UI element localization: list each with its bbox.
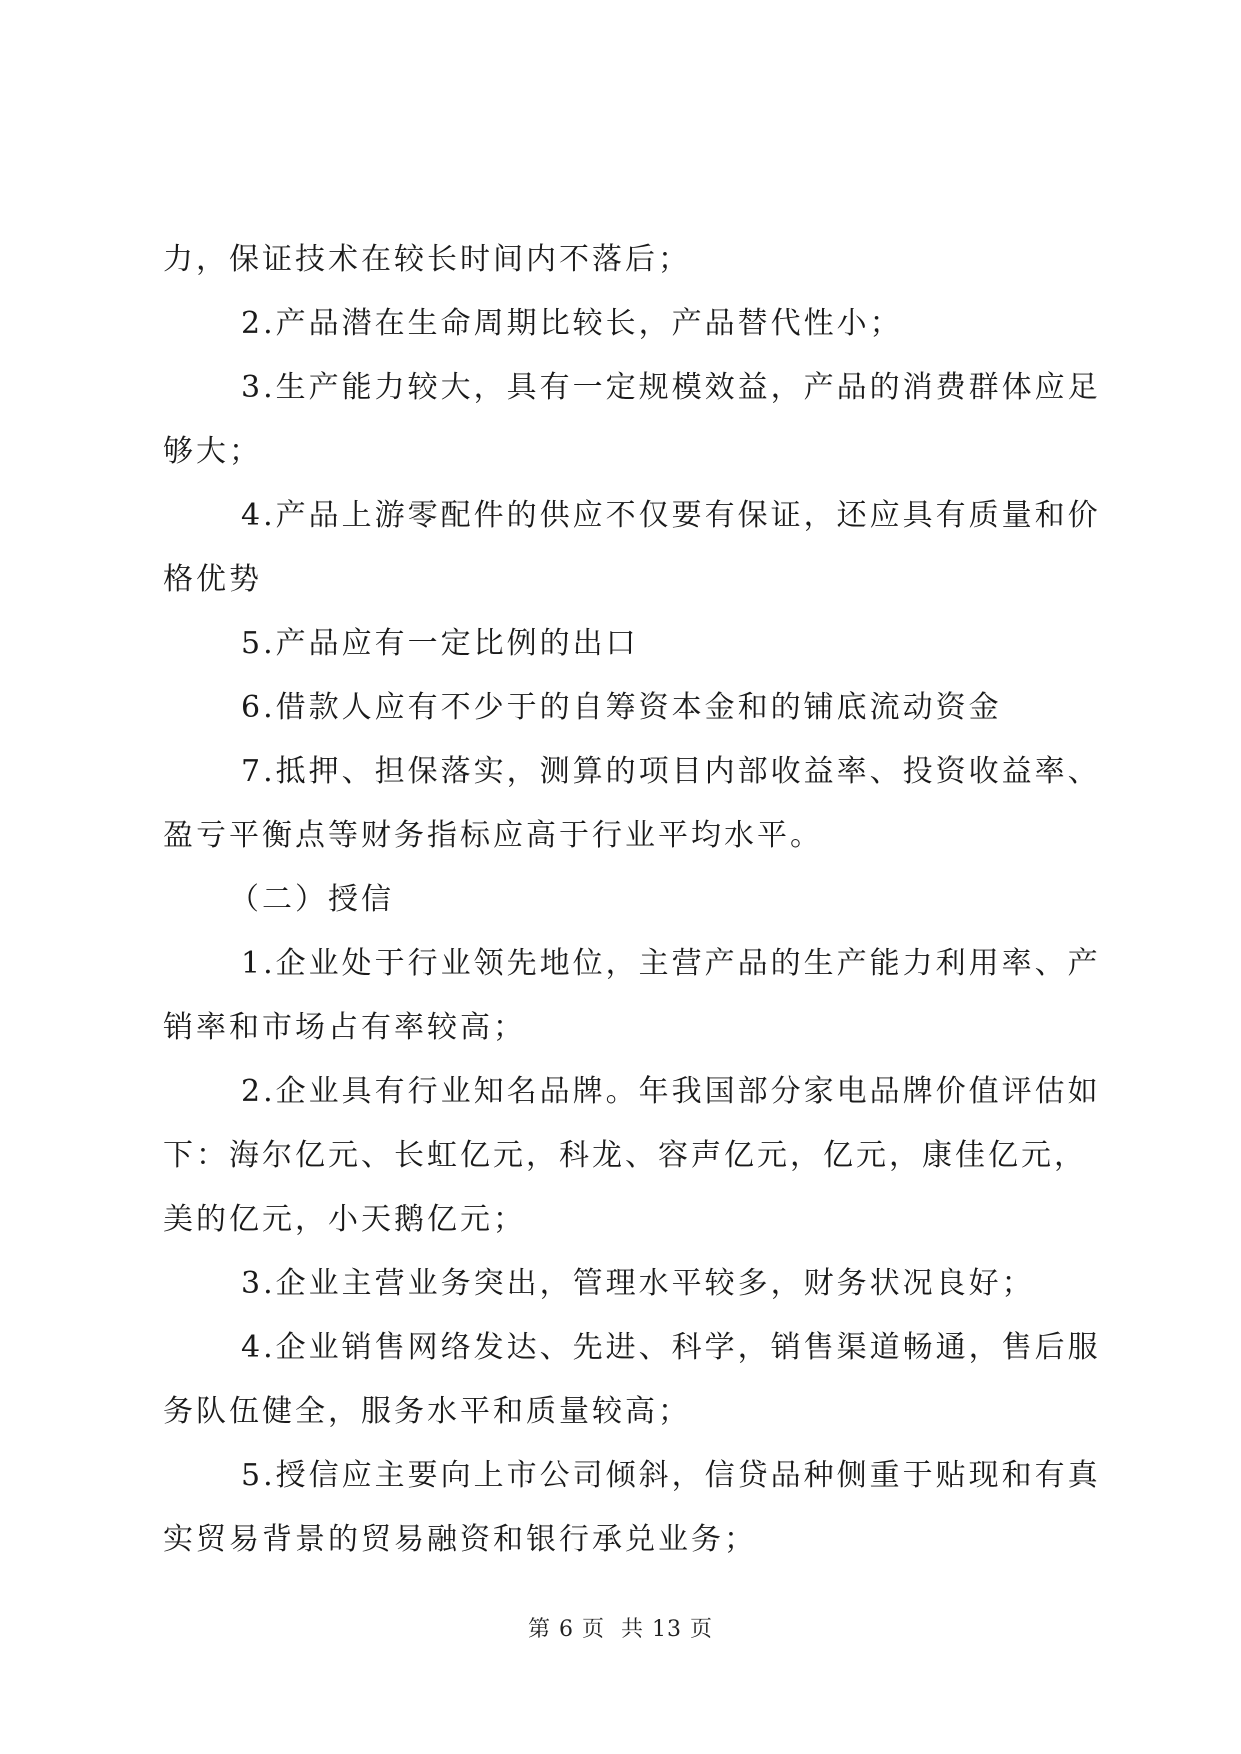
text-line-7: 5.产品应有一定比例的出口: [241, 626, 639, 661]
page-number: 第 6 页 共 13 页: [528, 1617, 713, 1642]
text-line-13: 销率和市场占有率较高；: [163, 1010, 526, 1045]
text-line-18: 4.企业销售网络发达、先进、科学，销售渠道畅通，售后服: [241, 1330, 1101, 1365]
text-line-4: 够大；: [163, 434, 262, 469]
section-heading: （二）授信: [229, 882, 394, 917]
text-line-19: 务队伍健全，服务水平和质量较高；: [163, 1394, 691, 1429]
text-line-12: 1.企业处于行业领先地位，主营产品的生产能力利用率、产: [241, 946, 1101, 981]
text-line-10: 盈亏平衡点等财务指标应高于行业平均水平。: [163, 818, 823, 853]
text-line-3: 3.生产能力较大，具有一定规模效益，产品的消费群体应足: [241, 370, 1101, 405]
text-line-20: 5.授信应主要向上市公司倾斜，信贷品种侧重于贴现和有真: [241, 1458, 1101, 1493]
text-line-21: 实贸易背景的贸易融资和银行承兑业务；: [163, 1522, 757, 1557]
text-line-6: 格优势: [163, 562, 262, 597]
text-line-8: 6.借款人应有不少于的自筹资本金和的铺底流动资金: [241, 690, 1002, 725]
text-line-15: 下：海尔亿元、长虹亿元，科龙、容声亿元，亿元，康佳亿元，: [163, 1138, 1087, 1173]
text-line-1: 力，保证技术在较长时间内不落后；: [163, 242, 691, 277]
text-line-2: 2.产品潜在生命周期比较长，产品替代性小；: [241, 306, 903, 341]
document-body: [163, 228, 1101, 1572]
text-line-14: 2.企业具有行业知名品牌。年我国部分家电品牌价值评估如: [241, 1074, 1101, 1109]
text-line-17: 3.企业主营业务突出，管理水平较多，财务状况良好；: [241, 1266, 1035, 1301]
text-line-16: 美的亿元，小天鹅亿元；: [163, 1202, 526, 1237]
text-line-5: 4.产品上游零配件的供应不仅要有保证，还应具有质量和价: [241, 498, 1101, 533]
page-footer: [0, 1612, 1241, 1643]
text-line-9: 7.抵押、担保落实，测算的项目内部收益率、投资收益率、: [241, 754, 1101, 789]
